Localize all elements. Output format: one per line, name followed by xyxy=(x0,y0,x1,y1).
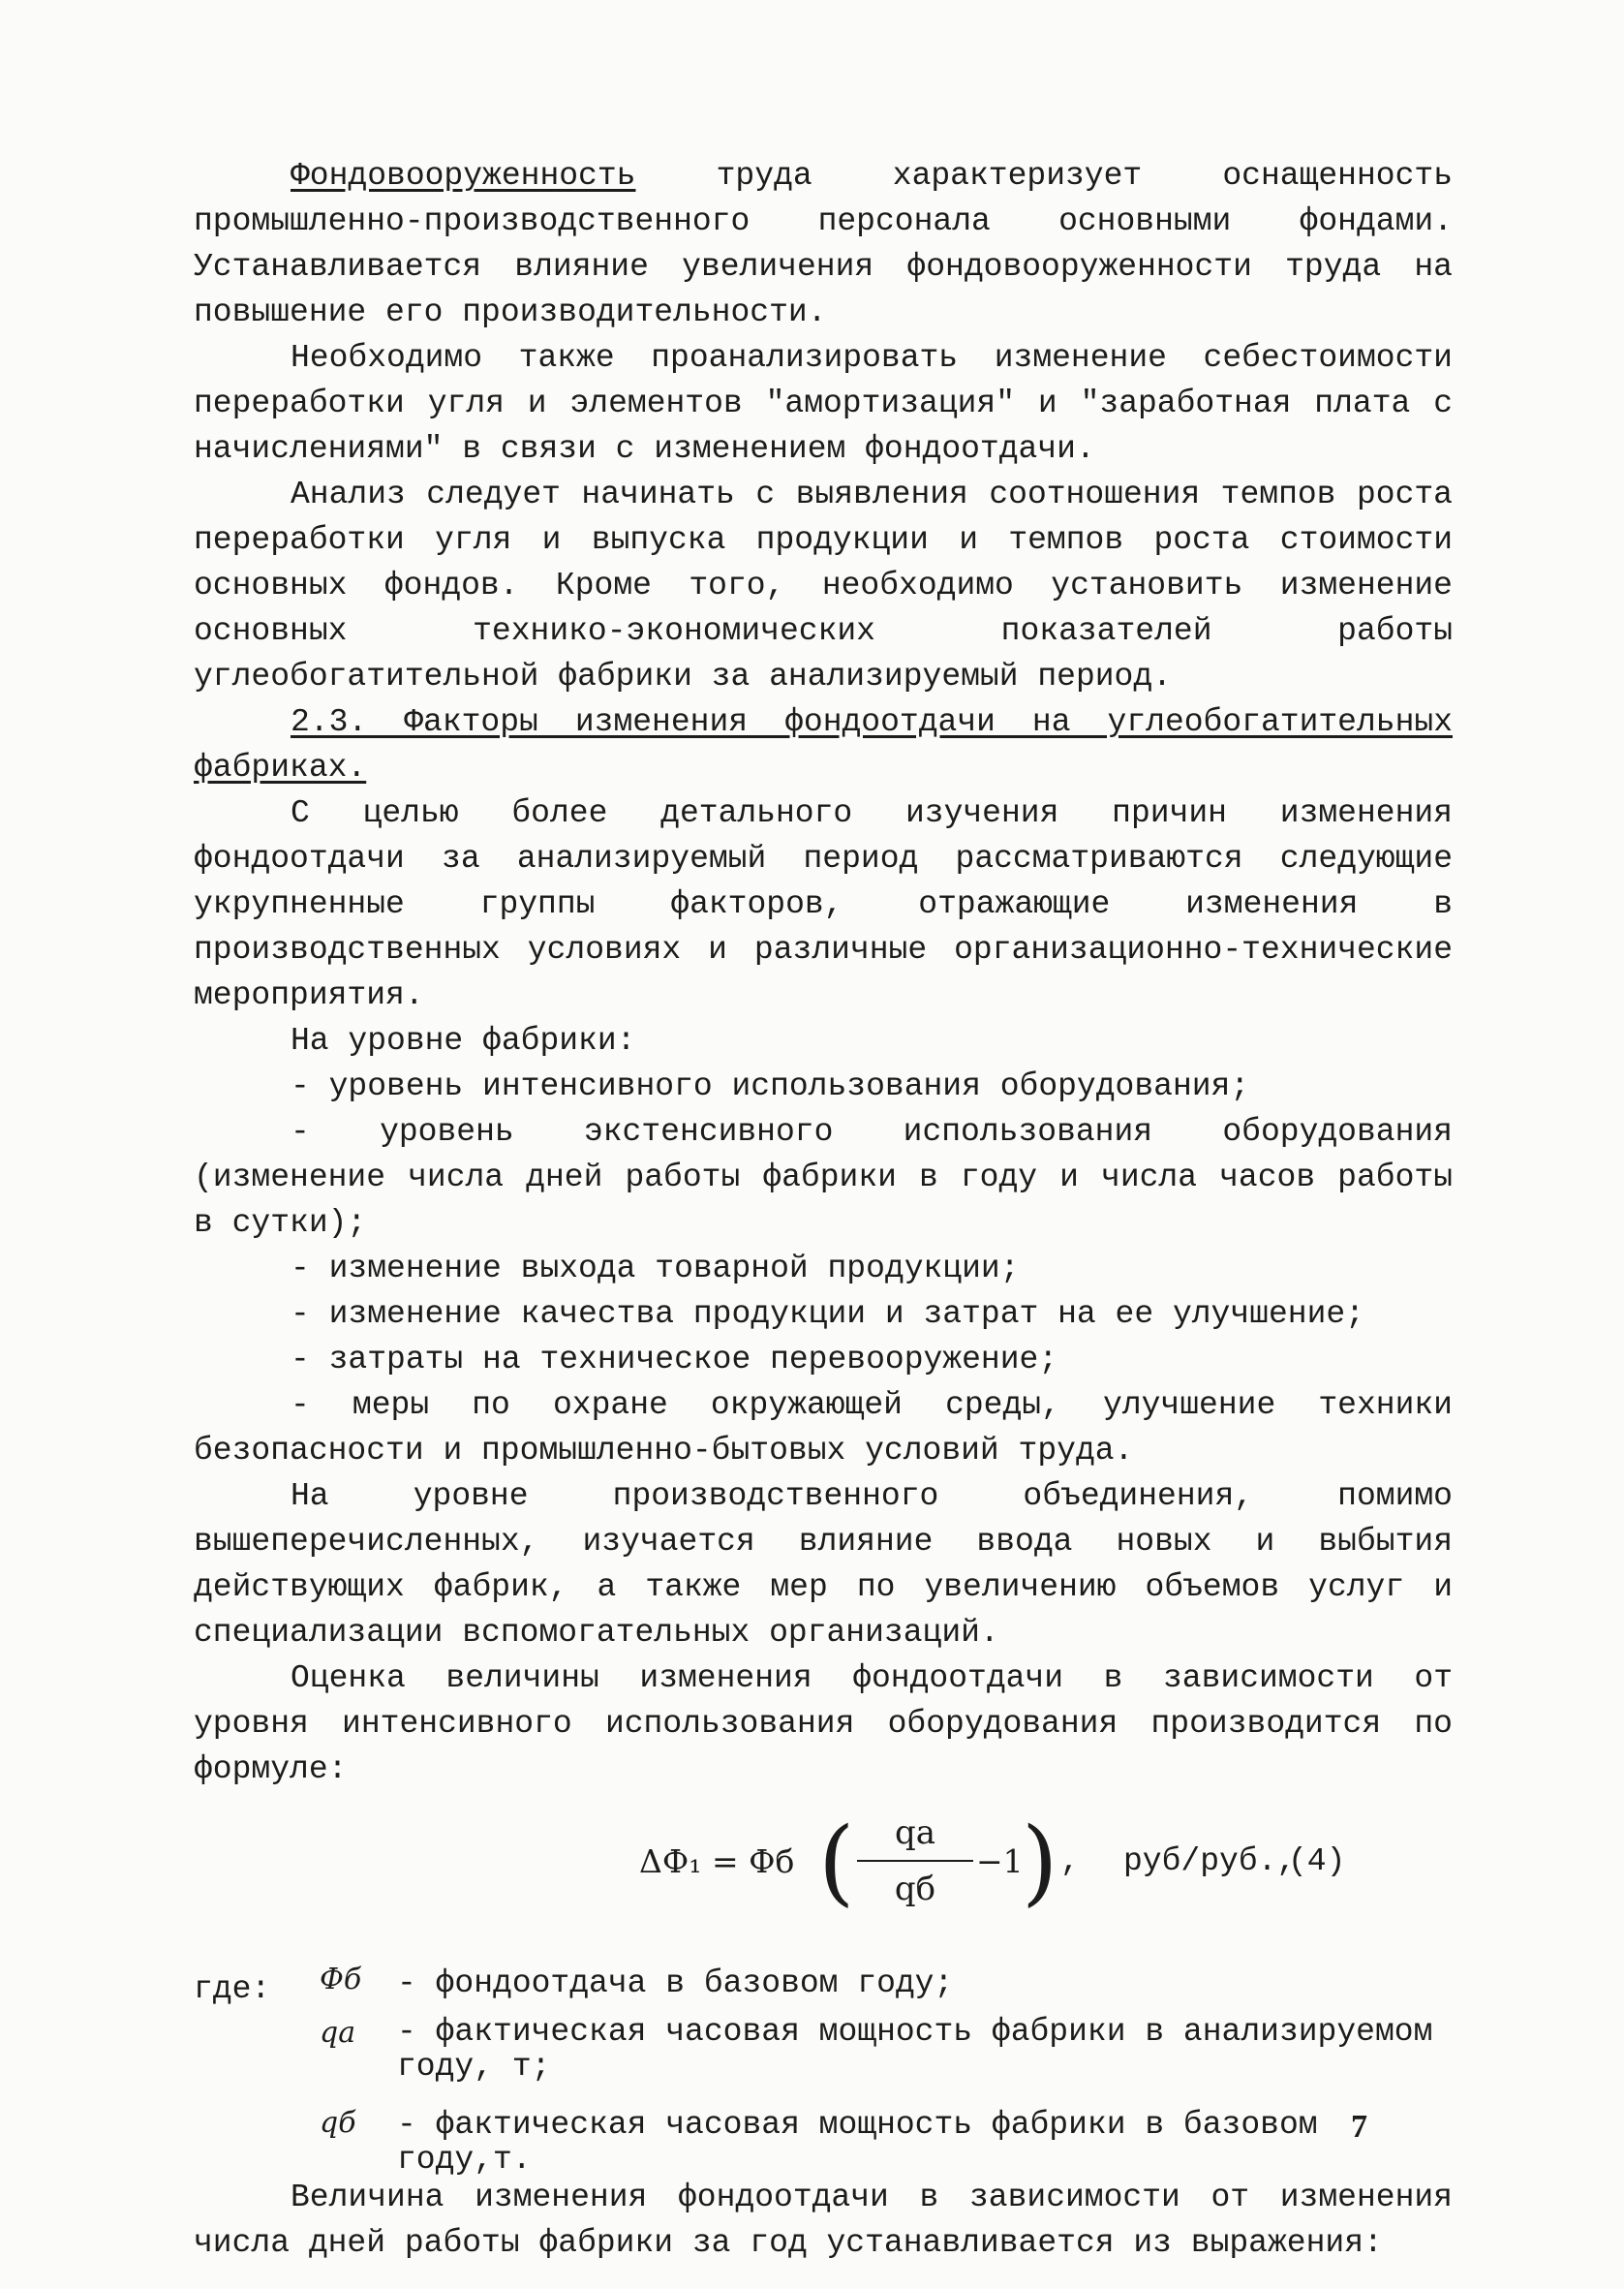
list-item: - уровень интенсивного использования оборудования; xyxy=(291,1068,1250,1104)
paragraph-section-intro: С целью более детального изучения причин изменения фондоотдачи за анализируемый период рассматриваются следующие укрупненные группы факторов, отражающие изменения в производственных условиях и различные организационно-технические мероприятия. xyxy=(194,795,1453,1013)
right-paren: ) xyxy=(1022,1808,1058,1916)
numerator: qа xyxy=(857,1811,973,1862)
paragraph-analysis-start: Анализ следует начинать с выявления соотношения темпов роста переработки угля и выпуска продукции и темпов роста стоимости основных фондов. Кроме того, необходимо установить изменение основных технико-экономических показателей работы углеобогатительной фабрики за анализируемый период. xyxy=(194,477,1453,695)
paragraph-association-level: На уровне производственного объединения, помимо вышеперечисленных, изучается влияние ввода новых и выбытия действующих фабрик, а также мер по увеличению объемов услуг и специализации вспомогательных организаций. xyxy=(194,1478,1453,1651)
symbol: qа xyxy=(320,2016,356,2050)
section-heading: 2.3. Факторы изменения фондоотдачи на углеобогатительных фабриках. xyxy=(194,704,1453,786)
factory-level-label: На уровне фабрики: xyxy=(291,1023,636,1059)
term-underlined: Фондовооруженность xyxy=(291,158,636,194)
paragraph-closing: Величина изменения фондоотдачи в зависимости от изменения числа дней работы фабрики за год устанавливается из выражения: xyxy=(194,2180,1453,2261)
minus-one: −1 xyxy=(976,1842,1024,1880)
formula-fraction xyxy=(857,1811,973,1910)
formula-lhs: ΔФ₁ = Фб xyxy=(639,1842,795,1880)
formula-comma: , xyxy=(1060,1843,1080,1879)
symbol: qб xyxy=(320,2106,356,2140)
list-item: - меры по охране окружающей среды, улучшение техники безопасности и промышленно-бытовых условий труда. xyxy=(194,1387,1453,1469)
list-item: - уровень экстенсивного использования оборудования (изменение числа дней работы фабрики в году и числа часов работы в сутки); xyxy=(194,1114,1453,1241)
formula-4 xyxy=(194,1808,1453,1957)
formula-number: (4) xyxy=(1288,1843,1346,1879)
list-item: - изменение качества продукции и затрат на ее улучшение; xyxy=(291,1296,1364,1332)
paragraph-formula-intro: Оценка величины изменения фондоотдачи в зависимости от уровня интенсивного использования оборудования производится по формуле: xyxy=(194,1660,1453,1787)
list-item: - изменение выхода товарной продукции; xyxy=(291,1251,1020,1286)
denominator: qб xyxy=(894,1870,936,1908)
paragraph-fondovooruzhennost xyxy=(194,153,1453,335)
formula-unit: руб/руб., xyxy=(1123,1843,1297,1879)
page-number: 7 xyxy=(1351,2109,1367,2145)
symbol: Фб xyxy=(320,1963,362,1996)
list-item: - затраты на техническое перевооружение; xyxy=(291,1342,1058,1377)
left-paren: ( xyxy=(818,1808,855,1916)
legend-item: - фактическая часовая мощность фабрики в анализируемом году, т; xyxy=(397,2014,1433,2085)
body-text xyxy=(194,153,1453,2266)
paragraph-text: труда характеризует оснащенность промышленно-производственного персонала основными фондами. Устанавливается влияние увеличения фондовооруженности труда на повышение его производительности. xyxy=(194,158,1453,330)
where-label: где: xyxy=(194,1971,271,2007)
legend-item: - фондоотдача в базовом году; xyxy=(397,1965,954,2001)
legend-item: - фактическая часовая мощность фабрики в базовом году,т. xyxy=(397,2107,1318,2178)
paragraph-cost-analysis: Необходимо также проанализировать изменение себестоимости переработки угля и элементов "амортизация" и "заработная плата с начислениями" в связи с изменением фондоотдачи. xyxy=(194,340,1453,467)
legend xyxy=(194,1957,1453,2276)
